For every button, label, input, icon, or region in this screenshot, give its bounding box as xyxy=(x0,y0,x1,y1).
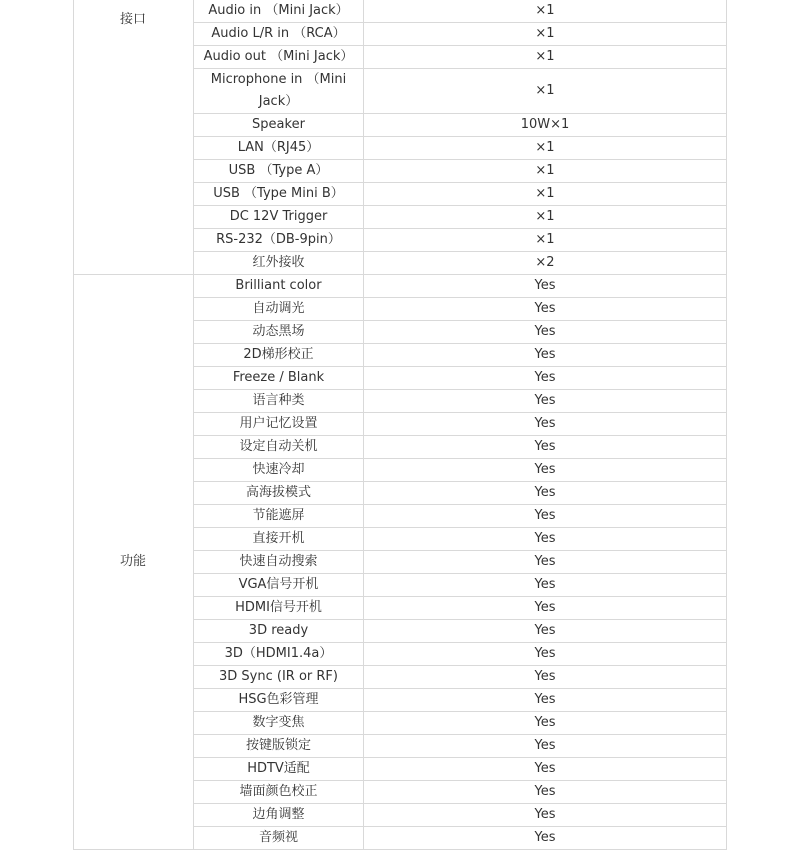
feature-cell: LAN（RJ45） xyxy=(194,137,364,160)
value-cell: Yes xyxy=(364,643,727,666)
feature-cell: Audio in （Mini Jack） xyxy=(194,0,364,23)
value-cell: Yes xyxy=(364,712,727,735)
value-cell: Yes xyxy=(364,597,727,620)
value-cell: Yes xyxy=(364,367,727,390)
spec-table xyxy=(73,0,727,850)
value-cell: Yes xyxy=(364,758,727,781)
value-cell: ×1 xyxy=(364,229,727,252)
feature-cell: HSG色彩管理 xyxy=(194,689,364,712)
value-cell: ×1 xyxy=(364,69,727,114)
feature-cell: 直接开机 xyxy=(194,528,364,551)
value-cell: Yes xyxy=(364,528,727,551)
feature-cell: 语言种类 xyxy=(194,390,364,413)
table-row xyxy=(74,275,727,298)
value-cell: Yes xyxy=(364,390,727,413)
feature-cell: 设定自动关机 xyxy=(194,436,364,459)
feature-cell: Speaker xyxy=(194,114,364,137)
feature-cell: HDTV适配 xyxy=(194,758,364,781)
feature-cell: Audio out （Mini Jack） xyxy=(194,46,364,69)
value-cell: Yes xyxy=(364,321,727,344)
feature-cell: 边角调整 xyxy=(194,804,364,827)
feature-cell: 自动调光 xyxy=(194,298,364,321)
feature-cell: RS-232（DB-9pin） xyxy=(194,229,364,252)
value-cell: Yes xyxy=(364,666,727,689)
feature-cell: 3D Sync (IR or RF) xyxy=(194,666,364,689)
value-cell: ×1 xyxy=(364,23,727,46)
value-cell: Yes xyxy=(364,551,727,574)
feature-cell: 节能遮屏 xyxy=(194,505,364,528)
value-cell: ×1 xyxy=(364,206,727,229)
category-cell: 接口 xyxy=(74,0,194,275)
feature-cell: Audio L/R in （RCA） xyxy=(194,23,364,46)
value-cell: Yes xyxy=(364,482,727,505)
feature-cell: HDMI信号开机 xyxy=(194,597,364,620)
value-cell: Yes xyxy=(364,804,727,827)
feature-cell: 红外接收 xyxy=(194,252,364,275)
table-row xyxy=(74,0,727,23)
value-cell: Yes xyxy=(364,505,727,528)
value-cell: Yes xyxy=(364,275,727,298)
feature-cell: 用户记忆设置 xyxy=(194,413,364,436)
value-cell: ×1 xyxy=(364,0,727,23)
value-cell: ×1 xyxy=(364,160,727,183)
feature-cell: 高海拔模式 xyxy=(194,482,364,505)
category-cell: 功能 xyxy=(74,275,194,850)
value-cell: Yes xyxy=(364,781,727,804)
value-cell: Yes xyxy=(364,735,727,758)
value-cell: Yes xyxy=(364,413,727,436)
feature-cell: Microphone in （Mini Jack） xyxy=(194,69,364,114)
feature-cell: 快速自动搜索 xyxy=(194,551,364,574)
feature-cell: 墙面颜色校正 xyxy=(194,781,364,804)
value-cell: Yes xyxy=(364,344,727,367)
feature-cell: Freeze / Blank xyxy=(194,367,364,390)
feature-cell: USB （Type A） xyxy=(194,160,364,183)
value-cell: Yes xyxy=(364,827,727,850)
feature-cell: 音频视 xyxy=(194,827,364,850)
value-cell: ×1 xyxy=(364,183,727,206)
feature-cell: 动态黑场 xyxy=(194,321,364,344)
value-cell: Yes xyxy=(364,436,727,459)
feature-cell: USB （Type Mini B） xyxy=(194,183,364,206)
value-cell: Yes xyxy=(364,298,727,321)
value-cell: ×1 xyxy=(364,137,727,160)
value-cell: Yes xyxy=(364,620,727,643)
feature-cell: VGA信号开机 xyxy=(194,574,364,597)
feature-cell: 3D ready xyxy=(194,620,364,643)
feature-cell: 数字变焦 xyxy=(194,712,364,735)
feature-cell: 2D梯形校正 xyxy=(194,344,364,367)
value-cell: Yes xyxy=(364,574,727,597)
value-cell: ×2 xyxy=(364,252,727,275)
value-cell: Yes xyxy=(364,459,727,482)
feature-cell: DC 12V Trigger xyxy=(194,206,364,229)
value-cell: ×1 xyxy=(364,46,727,69)
value-cell: Yes xyxy=(364,689,727,712)
value-cell: 10W×1 xyxy=(364,114,727,137)
feature-cell: 按键版锁定 xyxy=(194,735,364,758)
feature-cell: Brilliant color xyxy=(194,275,364,298)
feature-cell: 快速冷却 xyxy=(194,459,364,482)
feature-cell: 3D（HDMI1.4a） xyxy=(194,643,364,666)
